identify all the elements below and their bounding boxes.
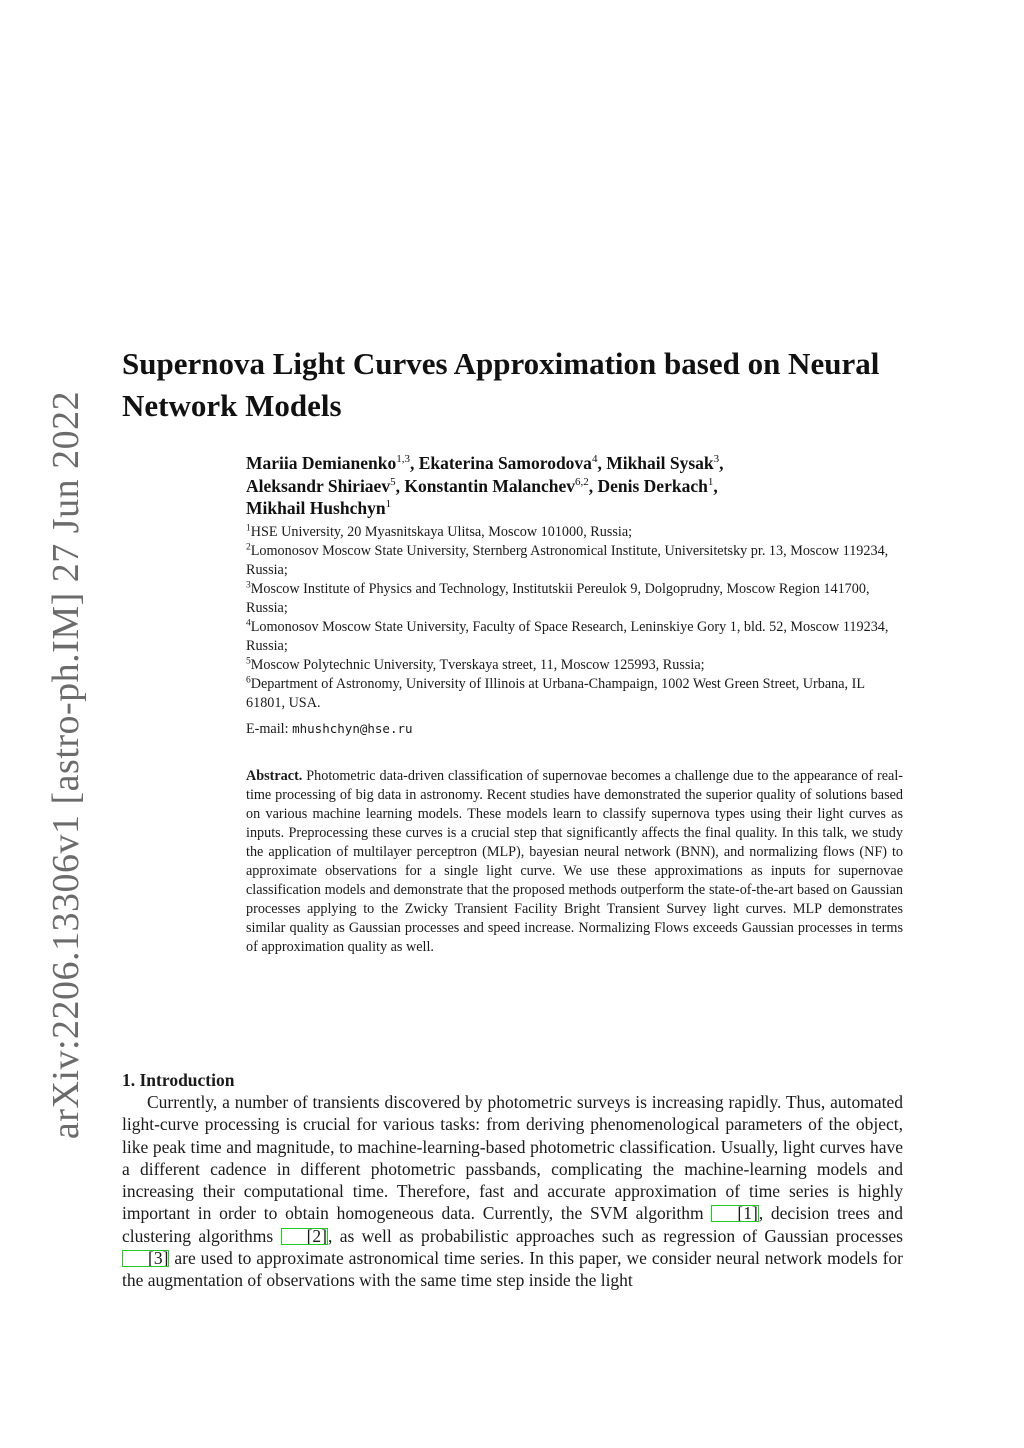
introduction-paragraph <box>122 1091 903 1292</box>
paragraph-text: Currently, a number of transients discovered by photometric surveys is increasing rapidly. Thus, automated light-curve processing is crucial for various tasks: from deriving phenomenological parameters of the object, like peak time and magnitude, to machine-learning-based photometric classification. Usually, light curves have a different cadence in different photometric passbands, complicating the machine-learning models and increasing their computational time. Therefore, fast and accurate approximation of time series is highly important in order to obtain homogeneous data. Currently, the SVM algorithm <box>122 1092 903 1224</box>
author-affiliation-mark: 4 <box>591 453 598 466</box>
author-affiliation-mark: 5 <box>390 475 396 488</box>
paragraph-text: , decision trees and clustering algorithms <box>122 1203 903 1246</box>
affiliation-text: Lomonosov Moscow State University, Sternberg Astronomical Institute, Universitetsky pr. 13, Moscow 119234, Russia; <box>246 543 889 578</box>
author-name: Aleksandr Shiriaev <box>246 475 391 496</box>
affiliation-list <box>246 523 906 713</box>
author-affiliation-mark: 3 <box>713 453 720 466</box>
affiliation-text: Lomonosov Moscow State University, Faculty of Space Research, Leninskiye Gory 1, bld. 52, Moscow 119234, Russia; <box>246 619 889 654</box>
affiliation-number: 5 <box>246 656 251 667</box>
citation-link[interactable]: [3] <box>122 1250 169 1267</box>
abstract-text: Photometric data-driven classification of supernovae becomes a challenge due to the appearance of real-time processing of big data in astronomy. Recent studies have demonstrated the superior quality of solutions based on various machine learning models. These models learn to classify supernova types using their light curves as inputs. Preprocessing these curves is a crucial step that significantly affects the final quality. In this talk, we study the application of multilayer perceptron (MLP), bayesian neural network (BNN), and normalizing flows (NF) to approximate observations for a single light curve. We use these approximations as inputs for supernovae classification models and demonstrate that the proposed methods outperform the state-of-the-art based on Gaussian processes applying to the Zwicky Transient Facility Bright Transient Survey light curves. MLP demonstrates similar quality as Gaussian processes and speed increase. Normalizing Flows exceeds Gaussian processes in terms of approximation quality as well. <box>246 768 903 955</box>
author-name: Denis Derkach <box>597 475 708 496</box>
author-name: Konstantin Malanchev <box>404 475 575 496</box>
abstract-label: Abstract. <box>246 768 303 784</box>
abstract <box>246 767 903 957</box>
paper-title: Supernova Light Curves Approximation based on Neural Network Models <box>122 346 880 423</box>
affiliation-text: Moscow Polytechnic University, Tverskaya street, 11, Moscow 125993, Russia; <box>250 657 705 673</box>
citation-link[interactable]: [1] <box>711 1205 758 1222</box>
section-heading-introduction: 1. Introduction <box>122 1070 235 1090</box>
affiliation-item <box>246 580 906 618</box>
author-affiliation-mark: 1 <box>707 475 714 488</box>
author-affiliation-mark: 6,2 <box>574 475 589 488</box>
author-list: Mariia Demianenko$^{1,3}$, Ekaterina Samorodova$^4$, Mikhail Sysak$^3$, Aleksandr Shiriaev$^5$, Konstantin Malanchev$^{6,2}$, Denis Derkach$^1$, Mikhail Hushchyn$^1$ <box>246 453 724 518</box>
affiliation-item <box>246 618 906 656</box>
affiliation-text: HSE University, 20 Myasnitskaya Ulitsa, Moscow 101000, Russia; <box>250 524 633 540</box>
email-label: E-mail: <box>246 721 293 737</box>
affiliation-item <box>246 542 906 580</box>
author-name: Ekaterina Samorodova <box>418 453 592 473</box>
affiliation-number: 6 <box>246 675 251 686</box>
author-name: Mikhail Sysak <box>606 453 714 473</box>
affiliation-text: Department of Astronomy, University of Illinois at Urbana-Champaign, 1002 West Green Street, Urbana, IL 61801, USA. <box>246 676 865 711</box>
affiliation-text: Moscow Institute of Physics and Technology, Institutskii Pereulok 9, Dolgoprudny, Moscow Region 141700, Russia; <box>246 581 870 616</box>
author-affiliation-mark: 1 <box>385 498 392 511</box>
affiliation-item <box>246 675 906 713</box>
affiliation-item <box>246 656 906 675</box>
email-address-link[interactable]: mhushchyn@hse.ru <box>292 721 413 736</box>
author-name: Mariia Demianenko <box>246 453 397 473</box>
author-affiliation-mark: 1,3 <box>396 453 410 466</box>
affiliation-number: 4 <box>246 618 251 629</box>
affiliation-number: 1 <box>246 523 251 534</box>
affiliation-number: 2 <box>246 542 251 553</box>
arxiv-identifier: arXiv:2206.13306v1 [astro-ph.IM] 27 Jun 2022 <box>45 390 87 1140</box>
author-name: Mikhail Hushchyn <box>246 498 386 518</box>
paragraph-text: are used to approximate astronomical time series. In this paper, we consider neural network models for the augmentation of observations with the same time step inside the light <box>122 1248 903 1291</box>
affiliation-number: 3 <box>246 580 251 591</box>
contact-email <box>246 721 413 738</box>
affiliation-item <box>246 523 906 542</box>
paragraph-text: , as well as probabilistic approaches such as regression of Gaussian processes <box>327 1225 903 1246</box>
citation-link[interactable]: [2] <box>281 1228 328 1245</box>
